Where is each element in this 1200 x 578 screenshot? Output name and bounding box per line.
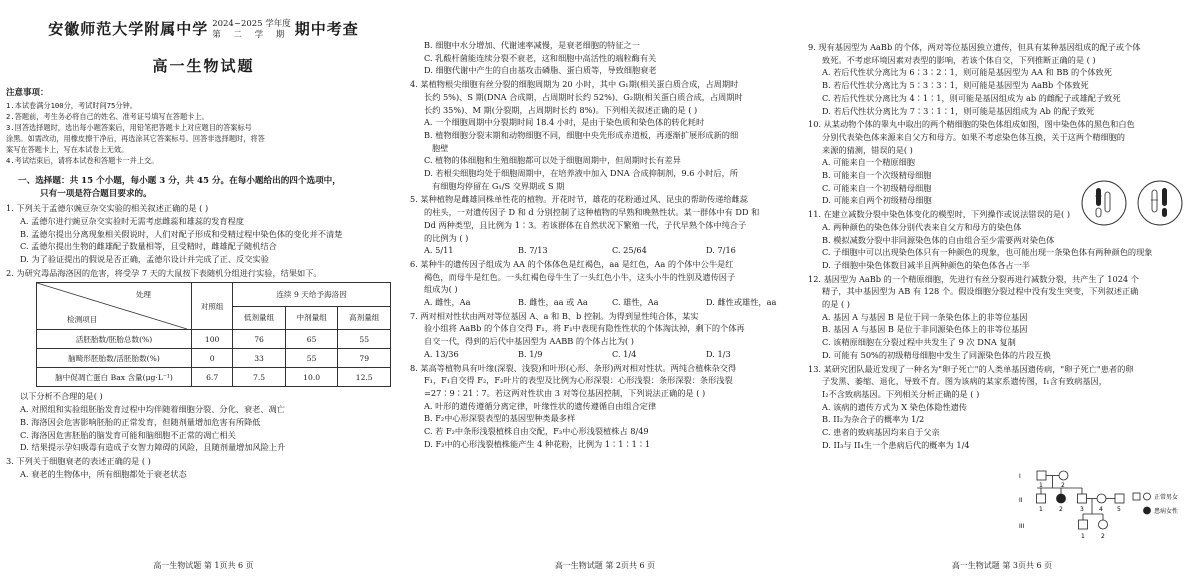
svg-text:2: 2	[1101, 533, 1105, 540]
legend-label: 正常男女	[1154, 494, 1179, 501]
svg-text:5: 5	[1117, 506, 1121, 513]
male-normal-icon	[1037, 494, 1046, 503]
question-11: 11. 在建立减数分裂中染色体变化的模型时，下列操作或说法错误的是( ) A. 两种颜色的染色体分别代表来自父方和母方的染色体 B. 模拟减数分裂中非同源染色体的自由组合至少需要两对染色体 C. 子细胞中可以出现染色体只有一种颜色的现象，也可能出现一条染色体有两种颜色的现象 D. 子细胞中染色体数目减半且两种颜色的染色体各占一半	[808, 209, 1153, 270]
male-normal-icon	[1079, 520, 1088, 529]
question-3: 3. 下列关于细胞衰老的表述正确的是 ( ) A. 衰老的生物体中，所有细胞都处于衰老状态	[6, 455, 187, 479]
svg-text:1: 1	[1081, 533, 1085, 540]
female-normal-icon	[1099, 520, 1108, 529]
table-header: 低剂量组	[233, 306, 286, 330]
svg-text:2: 2	[1061, 482, 1065, 489]
term-info	[212, 19, 291, 41]
table-row: 脑中促凋亡蛋白 Bax 含量(μg·L⁻¹) 6.7 7.5 10.0 12.5	[37, 368, 391, 387]
page-footer: 高一生物试题 第 2页共 6 页	[554, 560, 656, 570]
options-row: A. 13/36 B. 1/9 C. 1/4 D. 1/3	[424, 348, 731, 359]
term-semester: 第 二 学 期	[212, 29, 290, 40]
options-row: A. 5/11 B. 7/13 C. 25/64 D. 7/16	[424, 245, 736, 256]
question-2: 2. 为研究毒品海洛因的危害，将受孕 7 天的大鼠按下表随机分组进行实验，结果如下。 处理 检测项目 对照组 连续 9 天给予海洛因 低剂量组 中剂量组 高剂量组 活胚胎数/胚胎总数(%) 100 76 65 55 脑畸形胚胎数/活胚胎数(%) 0 33 55 79 脑中促凋亡蛋白 Bax 含量(μg·L⁻¹) 6.7 7.5 10.0 12.5 以下分析不合理的是( ) A. 对照组和实验组胚胎发育过程中均伴随着细胞分裂、分化、衰老、凋亡 B. 海洛因会危害影响胚胎的正常发育，但随剂量增加危害有所降低 C. 海洛因危害胚胎的脑发育可能和脑细胞不正常的凋亡相关 D. 结果提示孕妇吸毒有造成子女智力障碍的风险，且随剂量增加风险上升	[6, 267, 401, 454]
page-2	[410, 0, 800, 578]
page-footer: 高一生物试题 第 3页共 6 页	[951, 560, 1053, 570]
table-row: 活胚胎数/胚胎总数(%) 100 76 65 55	[37, 330, 391, 349]
question-3-continued: B. 细胞中水分增加、代谢速率减慢，是衰老细胞的特征之一 C. 乳酸杆菌能连续分裂不衰老，这和细胞中高活性的端粒酶有关 D. 细胞代谢中产生的自由基攻击磷脂、蛋白质等，导致细胞衰老	[424, 40, 657, 76]
svg-text:1: 1	[1039, 482, 1043, 489]
male-normal-icon	[1115, 494, 1124, 503]
svg-text:3: 3	[1080, 506, 1084, 513]
exam-header	[6, 18, 401, 41]
female-affected-icon	[1057, 494, 1066, 503]
question-7: 7. 两对相对性状由两对等位基因 A、a 和 B、b 控制。为得到显性纯合体，某实 验小组将 AaBb 的个体自交得 F₁，将 F₁中表现有隐性性状的个体淘汰掉，剩下的个体再 自交一代，得到的后代中基因型为 AABB 的个体占比为( ) A. 13/36 B. 1/9 C. 1/4 D. 1/3	[410, 310, 800, 361]
male-normal-icon	[1037, 471, 1046, 480]
sperm-cell-icon	[1138, 181, 1182, 225]
exam-name: 期中考查	[294, 20, 359, 38]
options-row: A. 雌性，Aa B. 雌性，aa 或 Aa C. 雄性，Aa D. 雌性或雄性，aa	[424, 297, 777, 308]
page-title: 高一生物试题	[152, 57, 255, 76]
page-1	[6, 0, 401, 578]
table-header: 对照组	[192, 283, 233, 330]
data-table	[36, 282, 391, 387]
generation-label: III	[1019, 523, 1025, 530]
female-normal-icon	[1059, 471, 1068, 480]
diagonal-line-icon	[37, 283, 187, 329]
svg-text:4: 4	[1099, 506, 1103, 513]
legend-affected-icon	[1144, 507, 1151, 514]
question-4: 4. 某植物根尖细胞有丝分裂的细胞周期为 20 小时，其中 G₁期(相关蛋白质合成，占周期时 长约 5%)、S 期(DNA 合成期，占周期时长约 52%)、G₂期(相关蛋白质合成，占周期时 长约 35%)、M 期(分裂期，占周期时长约 8%)。下列相关叙述正确的是 ( ) A. 一个细胞周期中分裂期时间 18.4 小时，是由于染色质和染色体的转化耗时 B. 植物细胞分裂末期和动物细胞不同，细胞中央先形成赤道板，再逐渐扩展形成新的细 胞壁 C. 植物的体细胞和生殖细胞都可以处于细胞周期中，但周期时长有差异 D. 若根尖细胞均处于细胞周期中，在培养液中加入 DNA 合成抑制剂，9.6 小时后，所 有细胞均停留在 G₁/S 交界期或 S 期	[410, 79, 743, 191]
female-normal-icon	[1097, 494, 1106, 503]
question-13: 13. 某研究团队最近发现了一种名为"卵子死亡"的人类单基因遗传病，"卵子死亡"患者的卵 子发黑、萎缩、退化，导致不育。图为该病的某家系遗传图，I₁含有致病基因， I₂不含致病基因。下列相关分析正确的是 ( ) A. 该病的遗传方式为 X 染色体隐性遗传 B. II₂为杂合子的概率为 1/2 C. 患者的致病基因均来自于父亲 D. II₃与 II₄生一个患病后代的概率为 1/4	[808, 363, 1134, 450]
pedigree-chart	[1017, 468, 1192, 548]
term-year: 2024~2025 学年度	[212, 18, 291, 29]
notice-text: 1.本试卷满分100分，考试时间75分钟。 2.答题前，考生务必将自己的姓名、准考证号填写在答题卡上。 3.回答选择题时，选出每小题答案后，用铅笔把答题卡上对应题目的答案标号 涂黑。如需改动，用橡皮擦干净后，再选涂其它答案标号。回答非选择题时，将答 案写在答题卡上，写在本试卷上无效。 4.考试结束后，请将本试卷和答题卡一并上交。	[6, 100, 265, 166]
table-header: 高剂量组	[338, 306, 391, 330]
question-5: 5. 某种植物是雌雄同株单性花的植物。开花时节，雄花的花粉通过风、昆虫的帮助传递给雌蕊 的柱头，一对遗传因子 D 和 d 分别控制了这种植物的早熟和晚熟性状。某一群体中有 DD 和 Dd 两种类型，且比例为 1∶3。若该群体在自然状况下繁殖一代，子代早熟个体中纯合子 的比例为 ( ) A. 5/11 B. 7/13 C. 25/64 D. 7/16	[410, 193, 800, 257]
table-corner: 处理 检测项目	[37, 283, 192, 330]
legend-male-icon	[1133, 493, 1140, 500]
svg-text:2: 2	[1059, 506, 1063, 513]
school-name: 安徽师范大学附属中学	[48, 20, 209, 38]
sperm-chromosome-figure	[1078, 178, 1186, 228]
table-header: 中剂量组	[285, 306, 338, 330]
page-footer: 高一生物试题 第 1页共 6 页	[153, 560, 254, 570]
svg-text:1: 1	[1039, 506, 1043, 513]
question-6: 6. 某种牛的遗传因子组成为 AA 的个体体色是红褐色，aa 是红色，Aa 的个体中公牛是红 褐色，而母牛是红色。一头红褐色母牛生了一头红色小牛，这头小牛的性别及遗传因子 组成为( ) A. 雌性，Aa B. 雌性，aa 或 Aa C. 雄性，Aa D. 雌性或雄性，aa	[410, 258, 800, 309]
question-12: 12. 基因型为 AaBb 的一个精原细胞，先进行有丝分裂再进行减数分裂，共产生了 1024 个 精子，其中基因型为 AB 有 128 个。假设细胞分裂过程中没有发生突变，下列叙述正确 的是 ( ) A. 基因 A 与基因 B 是位于同一条染色体上的非等位基因 B. 基因 A 与基因 B 是位于非同源染色体上的非等位基因 C. 该精原细胞在分裂过程中共发生了 9 次 DNA 复制 D. 可能有 50%的初级精母细胞中发生了同源染色体的片段互换	[808, 273, 1139, 360]
section-heading: 一、选择题：共 15 个小题，每小题 3 分，共 45 分。在每小题给出的四个选项中， 只有一项是符合题目要求的。	[18, 175, 341, 199]
question-10: 10. 从某动物个体的睾丸中取出的两个精细胞的染色体组成如图，图中染色体的黑色和白色 分别代表染色体来源来自父方和母方。如果不考虑染色体互换，关于这两个精细胞的 来源的猜测，错误的是( ) A. 可能来自一个精原细胞 B. 可能来自一个次级精母细胞 C. 可能来自一个初级精母细胞 D. 可能来自两个初级精母细胞	[808, 119, 1135, 206]
sperm-cell-icon	[1082, 181, 1126, 225]
table-row: 脑畸形胚胎数/活胚胎数(%) 0 33 55 79	[37, 349, 391, 368]
generation-label: II	[1019, 497, 1023, 504]
page-3	[808, 0, 1196, 578]
table-header: 连续 9 天给予海洛因	[233, 283, 391, 307]
male-normal-icon	[1078, 494, 1087, 503]
legend-female-icon	[1144, 493, 1151, 500]
legend-label: 患病女性	[1154, 508, 1179, 515]
question-1: 1. 下列关于孟德尔豌豆杂交实验的相关叙述正确的是 ( ) A. 孟德尔进行豌豆杂交实验时无需考虑雌蕊和雄蕊的发育程度 B. 孟德尔提出分离现象相关假说时，人们对配子形成和受精过程中染色体的变化并不清楚 C. 孟德尔提出生物的雌雄配子数量相等，且受精时，雌雄配子随机结合 D. 为了验证提出的假说是否正确，孟德尔设计并完成了正、反交实验	[6, 203, 343, 265]
generation-label: I	[1019, 473, 1021, 480]
question-9: 9. 现有基因型为 AaBb 的个体，两对等位基因独立遗传，但具有某种基因组成的配子或个体 致死。不考虑环境因素对表型的影响，若该个体自交，下列推断正确的是 ( ) A. 若后代性状分离比为 6∶3∶2∶1，则可能是基因型为 AA 和 BB 的个体致死 B. 若后代性状分离比为 5∶3∶3∶1，则可能是基因型为 AaBb 个体致死 C. 若后代性状分离比为 4∶1∶1，则可能是基因组成为 ab 的雌配子或雄配子致死 D. 若后代性状分离比为 7∶3∶1∶1，则可能是基因组成为 Ab 的配子致死	[808, 42, 1141, 116]
notice-title: 注意事项：	[6, 87, 49, 98]
question-8: 8. 某高等植物具有叶缘(深裂、浅裂)和叶形(心形、条形)两对相对性状。两纯合植株杂交得 F₁，F₁自交得 F₂，F₂叶片的表型及比例为心形深裂：心形浅裂：条形深裂：条形浅裂 =27∶9∶21∶7。若这两对性状由 3 对等位基因控制，下列说法正确的是 ( ) A. 叶形的遗传遵循分离定律，叶缘性状的遗传遵循自由组合定律 B. F₂中心形深裂表型的基因型种类最多样 C. 若 F₂中条形浅裂植株自由交配，F₃中心形浅裂植株占 8/49 D. F₂中的心形浅裂植株能产生 4 种花粉，比例为 1∶1∶1∶1	[410, 362, 737, 449]
